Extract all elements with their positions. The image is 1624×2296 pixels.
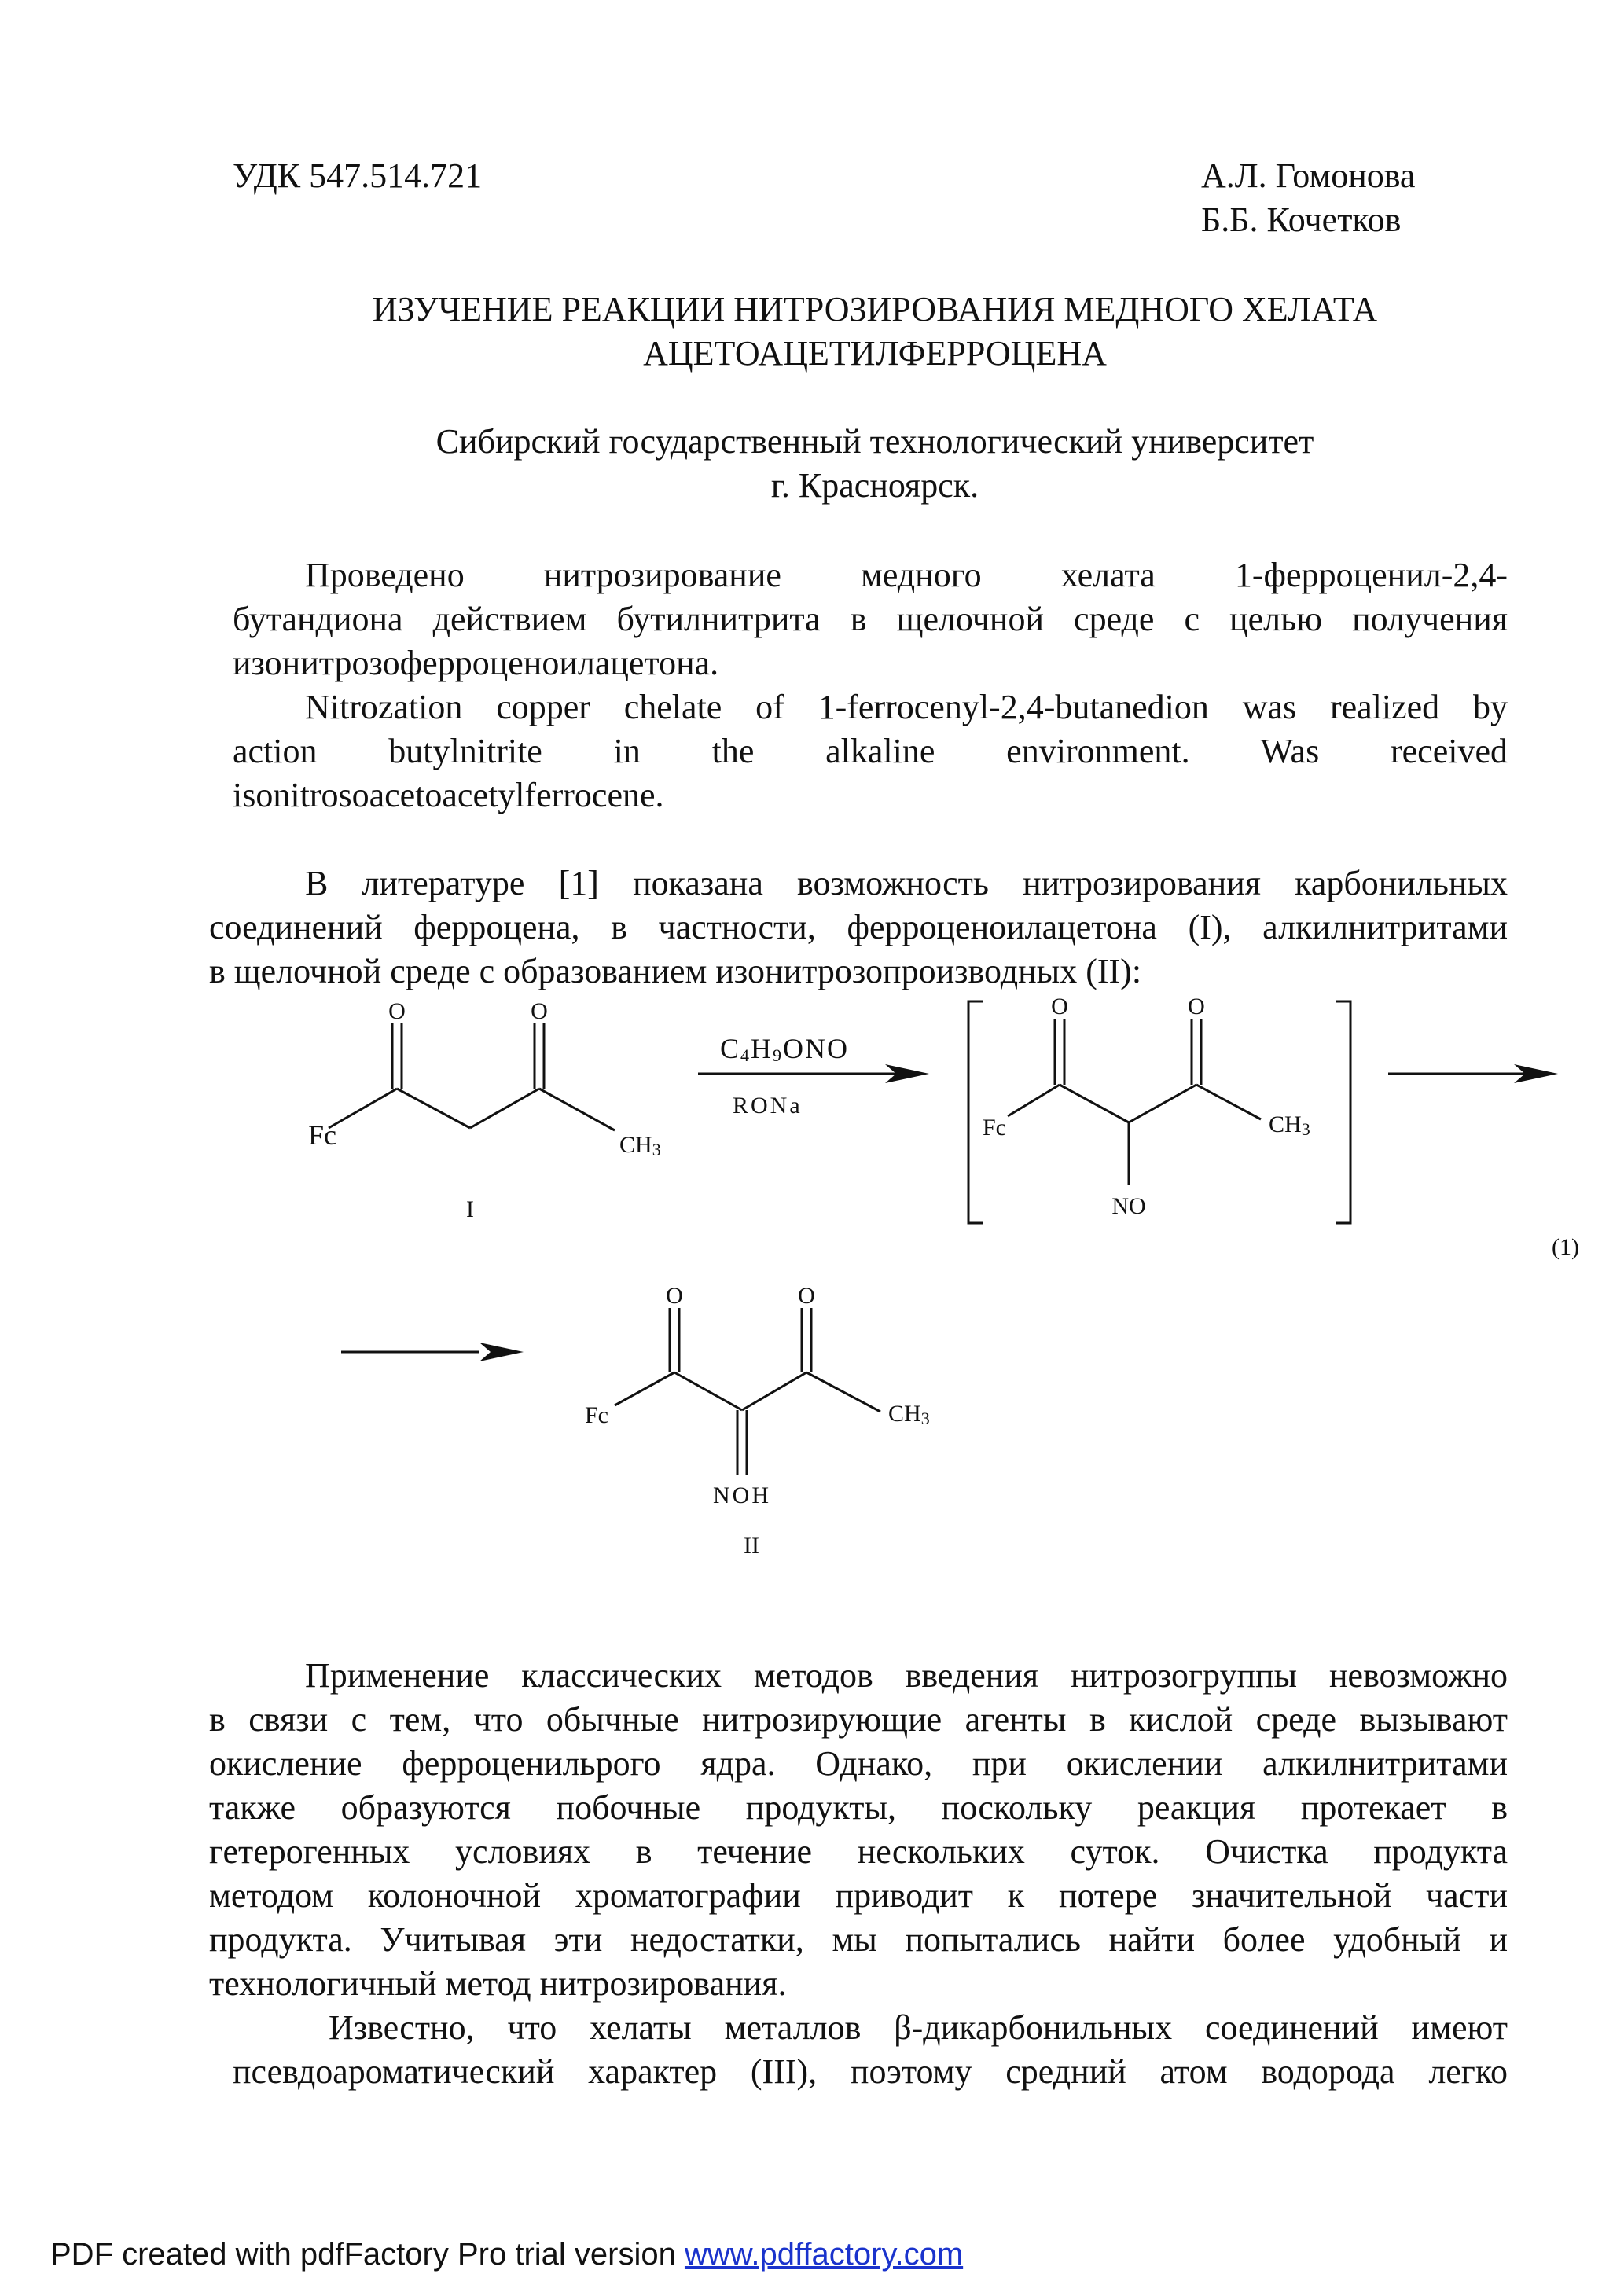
body-text: Известно, что хелаты металлов β-дикарбонильных соединений имеют xyxy=(329,2008,1508,2047)
abstract-en: action butylnitrite in the alkaline environment. Was received xyxy=(233,732,1508,770)
oxygen-label: O xyxy=(666,1283,683,1309)
pdffactory-link[interactable]: www.pdffactory.com xyxy=(684,2237,964,2272)
author-name: А.Л. Гомонова xyxy=(1201,156,1416,195)
oxygen-label: O xyxy=(531,998,548,1024)
abstract-ru: изонитрозоферроценоилацетона. xyxy=(233,644,719,682)
methyl-label: CH3 xyxy=(888,1401,930,1428)
reaction-scheme xyxy=(0,990,1624,1588)
paper-title: АЦЕТОАЦЕТИЛФЕРРОЦЕНА xyxy=(643,334,1107,373)
body-text: в щелочной среде с образованием изонитрозопроизводных (II): xyxy=(209,952,1142,990)
oxygen-label: O xyxy=(1188,994,1205,1019)
body-text: гетерогенных условиях в течение нескольких суток. Очистка продукта xyxy=(209,1832,1508,1871)
abstract-en: Nitrozation copper chelate of 1-ferrocenyl-2,4-butanedion was realized by xyxy=(305,688,1508,726)
nitroso-label: NO xyxy=(1111,1193,1146,1219)
body-text: технологичный метод нитрозирования. xyxy=(209,1964,787,2003)
abstract-en: isonitrosoacetoacetylferrocene. xyxy=(233,776,664,814)
paper-title: ИЗУЧЕНИЕ РЕАКЦИИ НИТРОЗИРОВАНИЯ МЕДНОГО ХЕЛАТА xyxy=(372,290,1378,329)
reagent-butylnitrite: C4H9ONO xyxy=(720,1033,850,1065)
oxygen-label: O xyxy=(798,1283,815,1309)
body-text: В литературе [1] показана возможность нитрозирования карбонильных xyxy=(305,864,1508,902)
body-text: соединений ферроцена, в частности, ферроценоилацетона (I), алкилнитритами xyxy=(209,908,1508,946)
body-text: окисление ферроценильрого ядра. Однако, при окислении алкилнитритами xyxy=(209,1744,1508,1783)
pdf-footer xyxy=(50,2237,963,2272)
body-text: методом колоночной хроматографии приводит к потере значительной части xyxy=(209,1876,1508,1915)
oxime-label: NOH xyxy=(713,1482,771,1508)
oxygen-label: O xyxy=(388,998,406,1024)
affiliation: г. Красноярск. xyxy=(770,466,979,505)
ferrocenyl-label: Fc xyxy=(308,1119,336,1151)
body-text: в связи с тем, что обычные нитрозирующие агенты в кислой среде вызывают xyxy=(209,1700,1508,1739)
footer-text: PDF created with pdfFactory Pro trial version xyxy=(50,2237,685,2272)
ferrocenyl-label: Fc xyxy=(585,1402,608,1428)
equation-number: (1) xyxy=(1552,1234,1579,1260)
reagent-alkoxide: RONa xyxy=(733,1093,803,1119)
compound-label-ii: II xyxy=(744,1533,759,1559)
abstract-ru: бутандиона действием бутилнитрита в щелочной среде с целью получения xyxy=(233,600,1508,638)
body-text: псевдоароматический характер (III), поэтому средний атом водорода легко xyxy=(233,2052,1508,2091)
body-text: также образуются побочные продукты, поскольку реакция протекает в xyxy=(209,1788,1508,1827)
author-name: Б.Б. Кочетков xyxy=(1201,200,1402,239)
udk-code: УДК 547.514.721 xyxy=(233,156,483,195)
body-text: продукта. Учитывая эти недостатки, мы попытались найти более удобный и xyxy=(209,1920,1508,1959)
ferrocenyl-label: Fc xyxy=(983,1115,1006,1141)
compound-label-i: I xyxy=(466,1196,474,1222)
affiliation: Сибирский государственный технологический университет xyxy=(435,422,1314,461)
oxygen-label: O xyxy=(1051,994,1068,1019)
methyl-label: CH3 xyxy=(1269,1111,1310,1139)
body-text: Применение классических методов введения нитрозогруппы невозможно xyxy=(305,1656,1508,1695)
abstract-ru: Проведено нитрозирование медного хелата 1-ферроценил-2,4- xyxy=(305,556,1508,594)
methyl-label: CH3 xyxy=(619,1132,661,1159)
